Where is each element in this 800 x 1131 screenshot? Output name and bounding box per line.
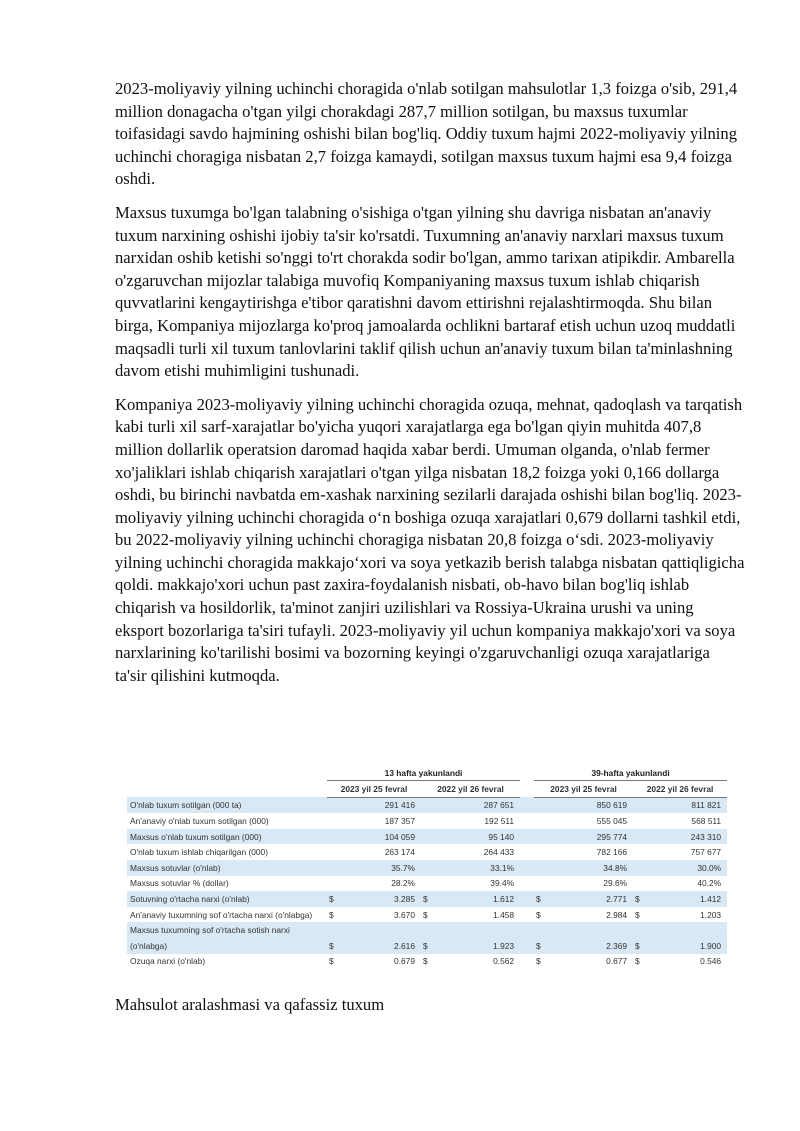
currency-cell xyxy=(633,844,647,860)
table-column-header-row xyxy=(127,781,727,798)
currency-cell: $ xyxy=(329,909,334,920)
value-cell xyxy=(647,922,727,938)
gap-cell xyxy=(520,860,534,876)
gap-cell xyxy=(520,938,534,954)
value-cell: 1.612 xyxy=(435,891,520,907)
value-cell: 264 433 xyxy=(483,847,515,858)
table-row xyxy=(127,907,727,923)
currency-cell xyxy=(327,860,341,876)
paragraph-1: 2023-moliyaviy yilning uchinchi choragida o'nlab sotilgan mahsulotlar 1,3 foizga o'sib, 291,4 million donagacha o'tgan yilgi chorakdagi 287,7 million sotilgan, bu maxsus tuxumlar toifasidagi savdo hajmining oshishi bilan bog'liq. Oddiy tuxum hajmi 2022-moliyaviy yilning uchinchi choragiga nisbatan 2,7 foizga kamaydi, sotilgan maxsus tuxum hajmi esa 9,4 foizga oshdi. xyxy=(115,79,738,189)
value-cell: 291 416 xyxy=(341,797,421,813)
col-header-3: 2023 yil 25 fevral xyxy=(534,781,633,798)
currency-cell xyxy=(421,922,435,938)
row-label: O'nlab tuxum sotilgan (000 ta) xyxy=(127,797,327,813)
col-header-2: 2022 yil 26 fevral xyxy=(421,781,520,798)
gap-cell xyxy=(520,954,534,970)
value-cell: 782 166 xyxy=(596,847,628,858)
row-label: An'anaviy tuxumning sof o'rtacha narxi (o'nlabga) xyxy=(130,909,313,920)
value-cell: 2.984 xyxy=(606,909,628,920)
value-cell: 243 310 xyxy=(647,829,727,845)
value-cell: 0.677 xyxy=(606,956,628,967)
value-cell: 1.458 xyxy=(493,909,515,920)
row-label: Maxsus sotuvlar (o'nlab) xyxy=(127,860,327,876)
value-cell xyxy=(548,922,633,938)
value-cell: 555 045 xyxy=(596,815,628,826)
gap-cell xyxy=(520,907,534,923)
row-label: Maxsus sotuvlar % (dollar) xyxy=(130,878,229,889)
currency-cell xyxy=(421,876,435,892)
paragraph-3: Kompaniya 2023-moliyaviy yilning uchinchi choragida ozuqa, mehnat, qadoqlash va tarqatish kabi turli xil sarf-xarajatlar bo'yicha yuqori xarajatlarga ega bo'lgan qiyin muhitda 407,8 million dollarlik operatsion daromad haqida xabar berdi. Umuman olganda, o'nlab fermer xo'jaliklari ishlab chiqarish xarajatlari o'tgan yilga nisbatan 18,2 foizga yoki 0,166 dollarga oshdi, bu birinchi navbatda em-xashak narxining sezilarli darajada oshishi bilan bog'liq. 2023-moliyaviy yilning uchinchi choragida o‘n boshiga ozuqa xarajatlari 0,679 dollarni tashkil etdi, bu 2022-moliyaviy yilning uchinchi choragiga nisbatan 20,8 foizga o‘sdi. 2023-moliyaviy yilning uchinchi choragida makkajo‘xori va soya yetkazib berish talabga nisbatan qattiqligicha qoldi. makkajo'xori uchun past zaxira-foydalanish nisbati, ob-havo bilan bog'liq ishlab chiqarish va hosildorlik, ta'minot zanjiri uzilishlari va Rossiya-Ukraina urushi va uning eksport bozorlariga ta'siri tufayli. 2023-moliyaviy yil uchun kompaniya makkajo'xori va soya narxlarining ko'tarilishi bosimi va bozorning keyingi o'zgaruvchanligi ozuqa xarajatlariga ta'sir qilishini kutmoqda. xyxy=(115,394,745,685)
currency-cell: $ xyxy=(534,938,548,954)
row-label: Sotuvning o'rtacha narxi (o'nlab) xyxy=(127,891,327,907)
value-cell: 34.8% xyxy=(548,860,633,876)
currency-cell: $ xyxy=(421,938,435,954)
currency-cell: $ xyxy=(536,956,541,967)
currency-cell xyxy=(421,797,435,813)
currency-cell: $ xyxy=(635,909,640,920)
row-label: Maxsus o'nlab tuxum sotilgan (000) xyxy=(127,829,327,845)
gap-cell xyxy=(520,876,534,892)
currency-cell xyxy=(421,860,435,876)
currency-cell xyxy=(327,813,341,829)
egg-sales-table xyxy=(127,765,727,969)
currency-cell xyxy=(327,829,341,845)
currency-cell: $ xyxy=(327,891,341,907)
table-row xyxy=(127,844,727,860)
currency-cell xyxy=(327,844,341,860)
value-cell: 0.546 xyxy=(700,956,722,967)
row-label: Ozuqa narxi (o'nlab) xyxy=(130,956,206,967)
value-cell: 1.412 xyxy=(647,891,727,907)
gap-cell xyxy=(520,797,534,813)
value-cell: 3.285 xyxy=(341,891,421,907)
table-row xyxy=(127,860,727,876)
value-cell: 0.562 xyxy=(493,956,515,967)
currency-cell xyxy=(327,797,341,813)
section-subheading: Mahsulot aralashmasi va qafassiz tuxum xyxy=(115,995,385,1014)
currency-cell: $ xyxy=(633,891,647,907)
gap-cell xyxy=(520,829,534,845)
value-cell: 2.771 xyxy=(548,891,633,907)
group-39-weeks: 39-hafta yakunlandi xyxy=(534,765,727,781)
value-cell: 40.2% xyxy=(697,878,722,889)
value-cell: 811 821 xyxy=(647,797,727,813)
value-cell: 1.203 xyxy=(700,909,722,920)
table-row xyxy=(127,797,727,813)
value-cell: 850 619 xyxy=(548,797,633,813)
currency-cell: $ xyxy=(536,909,541,920)
value-cell xyxy=(435,922,520,938)
col-header-1: 2023 yil 25 fevral xyxy=(327,781,421,798)
currency-cell xyxy=(633,876,647,892)
table-row xyxy=(127,891,727,907)
currency-cell xyxy=(327,922,341,938)
row-label: (o'nlabga) xyxy=(127,938,327,954)
value-cell: 757 677 xyxy=(690,847,722,858)
gap-cell xyxy=(520,891,534,907)
value-cell: 263 174 xyxy=(384,847,415,858)
row-label: O'nlab tuxum ishlab chiqarilgan (000) xyxy=(130,847,268,858)
currency-cell: $ xyxy=(635,956,640,967)
currency-cell xyxy=(421,844,435,860)
value-cell: 104 059 xyxy=(341,829,421,845)
value-cell: 1.923 xyxy=(435,938,520,954)
value-cell: 287 651 xyxy=(435,797,520,813)
currency-cell xyxy=(534,829,548,845)
currency-cell xyxy=(327,876,341,892)
value-cell: 2.369 xyxy=(548,938,633,954)
table-row xyxy=(127,954,727,970)
table-row xyxy=(127,922,727,938)
table-row xyxy=(127,876,727,892)
currency-cell xyxy=(534,876,548,892)
currency-cell xyxy=(534,922,548,938)
currency-cell: $ xyxy=(329,956,334,967)
group-13-weeks: 13 hafta yakunlandi xyxy=(327,765,520,781)
value-cell: 29.6% xyxy=(603,878,628,889)
value-cell xyxy=(341,922,421,938)
document-body xyxy=(115,78,745,698)
col-header-4: 2022 yil 26 fevral xyxy=(633,781,727,798)
gap-cell xyxy=(520,844,534,860)
value-cell: 35.7% xyxy=(341,860,421,876)
table-group-header-row xyxy=(127,765,727,781)
currency-cell xyxy=(633,860,647,876)
value-cell: 192 511 xyxy=(484,815,515,826)
currency-cell xyxy=(534,860,548,876)
currency-cell xyxy=(421,813,435,829)
currency-cell xyxy=(534,797,548,813)
value-cell: 33.1% xyxy=(435,860,520,876)
gap-cell xyxy=(520,813,534,829)
currency-cell: $ xyxy=(327,938,341,954)
value-cell: 295 774 xyxy=(548,829,633,845)
value-cell: 28.2% xyxy=(391,878,415,889)
table-row xyxy=(127,813,727,829)
currency-cell xyxy=(534,813,548,829)
row-label: An'anaviy o'nlab tuxum sotilgan (000) xyxy=(130,815,269,826)
currency-cell: $ xyxy=(633,938,647,954)
currency-cell: $ xyxy=(421,891,435,907)
value-cell: 39.4% xyxy=(490,878,515,889)
value-cell: 95 140 xyxy=(435,829,520,845)
currency-cell xyxy=(633,922,647,938)
currency-cell xyxy=(633,829,647,845)
value-cell: 2.616 xyxy=(341,938,421,954)
table-row xyxy=(127,829,727,845)
gap-cell xyxy=(520,922,534,938)
row-label: Maxsus tuxumning sof o'rtacha sotish narxi xyxy=(127,922,327,938)
paragraph-2: Maxsus tuxumga bo'lgan talabning o'sishiga o'tgan yilning shu davriga nisbatan an'anaviy tuxum narxining oshishi ijobiy ta'sir ko'rsatdi. Tuxumning an'anaviy narxlari maxsus tuxum narxidan oshib ketishi so'nggi to'rt chorakda sodir bo'lgan, ammo tarixan atipikdir. Ambarella o'zgaruvchan mijozlar talabiga muvofiq Kompaniyaning maxsus tuxum ishlab chiqarish quvvatlarini kengaytirishga e'tibor qaratishni davom ettirishni rejalashtirmoqda. Shu bilan birga, Kompaniya mijozlarga ko'proq jamoalarda ochlikni bartaraf etish uchun uzoq muddatli maqsadli turli xil tuxum tanlovlarini taklif qilish uchun an'anaviy tuxum bilan ta'minlashning davom etishi muhimligini tushunadi. xyxy=(115,202,736,381)
value-cell: 3.670 xyxy=(394,909,415,920)
table-row xyxy=(127,938,727,954)
value-cell: 568 511 xyxy=(691,815,722,826)
currency-cell: $ xyxy=(423,909,428,920)
currency-cell xyxy=(421,829,435,845)
value-cell: 30.0% xyxy=(647,860,727,876)
currency-cell: $ xyxy=(534,891,548,907)
value-cell: 187 357 xyxy=(384,815,415,826)
currency-cell xyxy=(633,813,647,829)
currency-cell: $ xyxy=(423,956,428,967)
value-cell: 1.900 xyxy=(647,938,727,954)
value-cell: 0.679 xyxy=(394,956,415,967)
currency-cell xyxy=(633,797,647,813)
currency-cell xyxy=(534,844,548,860)
